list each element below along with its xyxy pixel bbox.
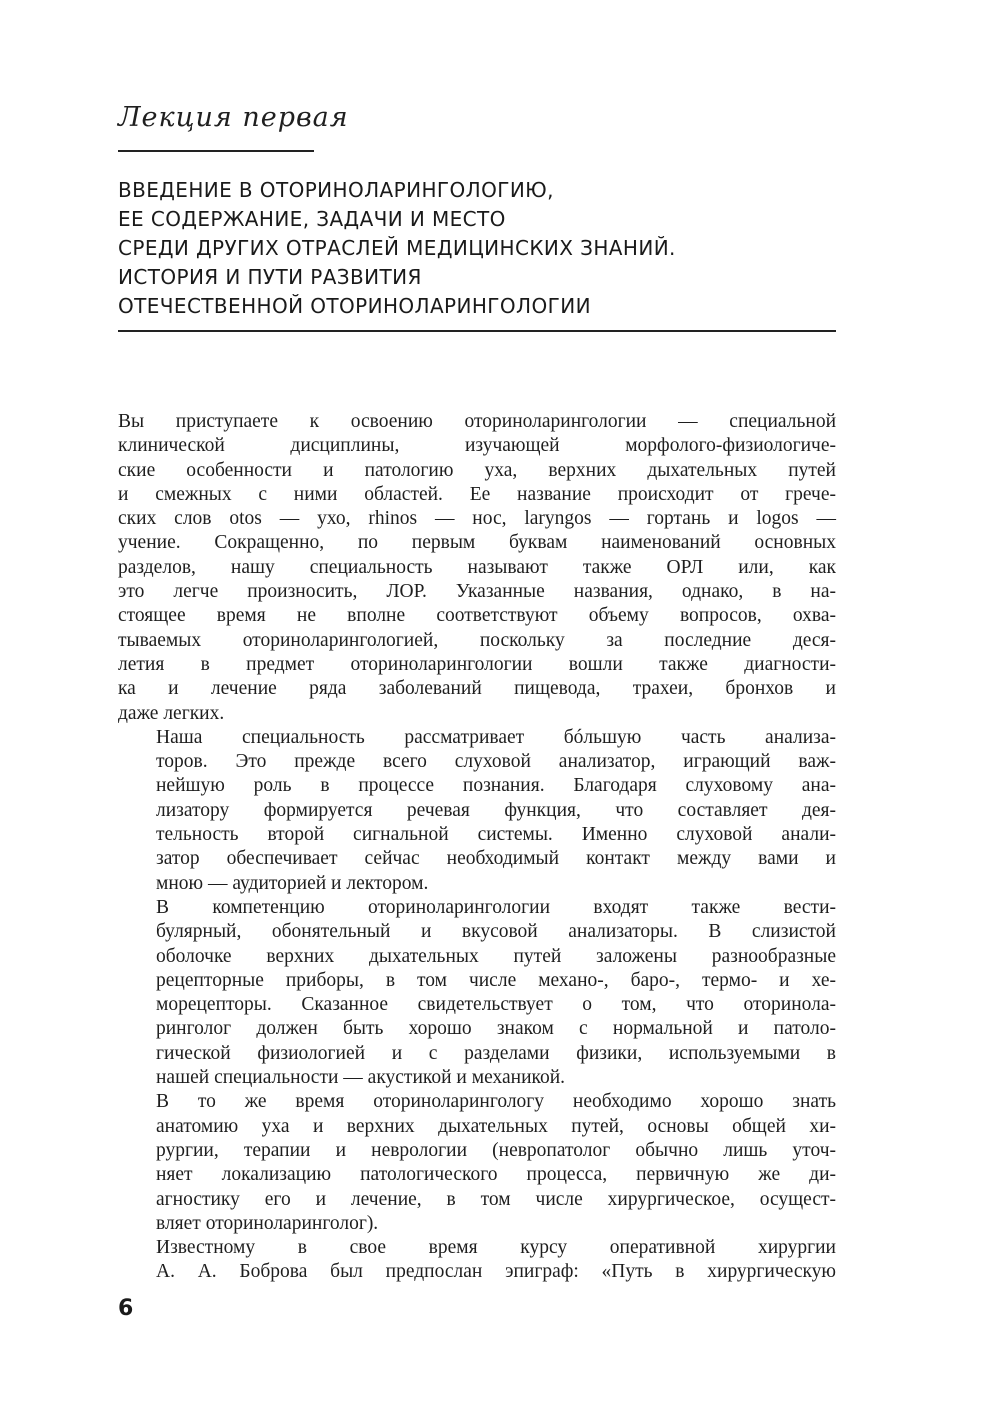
body-text bbox=[118, 410, 836, 1285]
text-line: разделов, нашу специальность называют также ОРЛ или, как bbox=[118, 556, 836, 578]
long-rule bbox=[118, 330, 836, 332]
text-line: торов. Это прежде всего слуховой анализатор, играющий важ- bbox=[156, 751, 836, 773]
text-line: гической физиологией и с разделами физики, используемыми в bbox=[156, 1042, 836, 1064]
heading-line: ВВЕДЕНИЕ В ОТОРИНОЛАРИНГОЛОГИЮ, bbox=[118, 178, 554, 202]
heading-line: ОТЕЧЕСТВЕННОЙ ОТОРИНОЛАРИНГОЛОГИИ bbox=[118, 294, 591, 318]
page-number: 6 bbox=[118, 1296, 134, 1321]
text-line: А. А. Боброва был предпослан эпиграф: «Путь в хирургическую bbox=[156, 1261, 836, 1283]
text-line: ских слов otos — ухо, rhinos — нос, laryngos — гортань и logos — bbox=[118, 508, 836, 530]
text-line: нейшую роль в процессе познания. Благодаря слуховому ана- bbox=[156, 775, 836, 797]
short-rule bbox=[118, 150, 314, 152]
text-line: тываемых оториноларингологией, поскольку за последние деся- bbox=[118, 629, 836, 651]
text-line: В то же время оториноларингологу необходимо хорошо знать bbox=[156, 1091, 836, 1113]
text-line: Наша специальность рассматривает бóльшую часть анализа- bbox=[156, 726, 836, 748]
paragraph-3 bbox=[118, 896, 836, 1090]
heading-line: ЕЕ СОДЕРЖАНИЕ, ЗАДАЧИ И МЕСТО bbox=[118, 207, 506, 231]
text-line: летия в предмет оториноларингологии вошли также диагности- bbox=[118, 653, 836, 675]
text-line: оболочке верхних дыхательных путей заложены разнообразные bbox=[156, 945, 836, 967]
text-line: лизатору формируется речевая функция, что составляет дея- bbox=[156, 799, 836, 821]
text-line: клинической дисциплины, изучающей морфолого-физиологиче- bbox=[118, 435, 836, 457]
text-line: морецепторы. Сказанное свидетельствует о том, что оторинола- bbox=[156, 994, 836, 1016]
text-line: анатомию уха и верхних дыхательных путей, основы общей хи- bbox=[156, 1115, 836, 1137]
text-line: нашей специальности — акустикой и механикой. bbox=[156, 1067, 566, 1089]
text-line: даже легких. bbox=[118, 702, 225, 724]
lecture-label: Лекция первая bbox=[118, 102, 349, 133]
heading-line: СРЕДИ ДРУГИХ ОТРАСЛЕЙ МЕДИЦИНСКИХ ЗНАНИЙ. bbox=[118, 236, 676, 260]
text-line: агностику его и лечение, в том числе хирургическое, осущест- bbox=[156, 1188, 836, 1210]
paragraph-4 bbox=[118, 1090, 836, 1236]
text-line: стоящее время не вполне соответствуют объему вопросов, охва- bbox=[118, 605, 836, 627]
text-line: ские особенности и патологию уха, верхних дыхательных путей bbox=[118, 459, 836, 481]
paragraph-1 bbox=[118, 410, 836, 726]
text-line: это легче произносить, ЛОР. Указанные названия, однако, в на- bbox=[118, 581, 836, 603]
text-line: рецепторные приборы, в том числе механо-, баро-, термо- и хе- bbox=[156, 969, 836, 991]
text-line: вляет оториноларинголог). bbox=[156, 1212, 379, 1234]
text-line: булярный, обонятельный и вкусовой анализаторы. В слизистой bbox=[156, 921, 836, 943]
text-line: ринголог должен быть хорошо знаком с нормальной и патоло- bbox=[156, 1018, 836, 1040]
text-line: Вы приступаете к освоению оториноларингологии — специальной bbox=[118, 411, 836, 432]
heading-line: ИСТОРИЯ И ПУТИ РАЗВИТИЯ bbox=[118, 265, 422, 289]
text-line: учение. Сокращенно, по первым буквам наименований основных bbox=[118, 532, 836, 554]
paragraph-5 bbox=[118, 1236, 836, 1285]
text-line: и смежных с ними областей. Ее название происходит от грече- bbox=[118, 483, 836, 505]
text-line: затор обеспечивает сейчас необходимый контакт между вами и bbox=[156, 848, 836, 870]
chapter-heading bbox=[118, 176, 848, 321]
paragraph-2 bbox=[118, 726, 836, 896]
text-line: тельность второй сигнальной системы. Именно слуховой анали- bbox=[156, 824, 836, 846]
text-line: рургии, терапии и неврологии (невропатолог обычно лишь уточ- bbox=[156, 1139, 836, 1161]
text-line: мною — аудиторией и лектором. bbox=[156, 872, 429, 894]
text-line: ка и лечение ряда заболеваний пищевода, трахеи, бронхов и bbox=[118, 678, 836, 700]
text-line: няет локализацию патологического процесса, первичную же ди- bbox=[156, 1164, 836, 1186]
text-line: Известному в свое время курсу оперативной хирургии bbox=[156, 1237, 836, 1259]
text-line: В компетенцию оториноларингологии входят также вести- bbox=[156, 896, 836, 918]
